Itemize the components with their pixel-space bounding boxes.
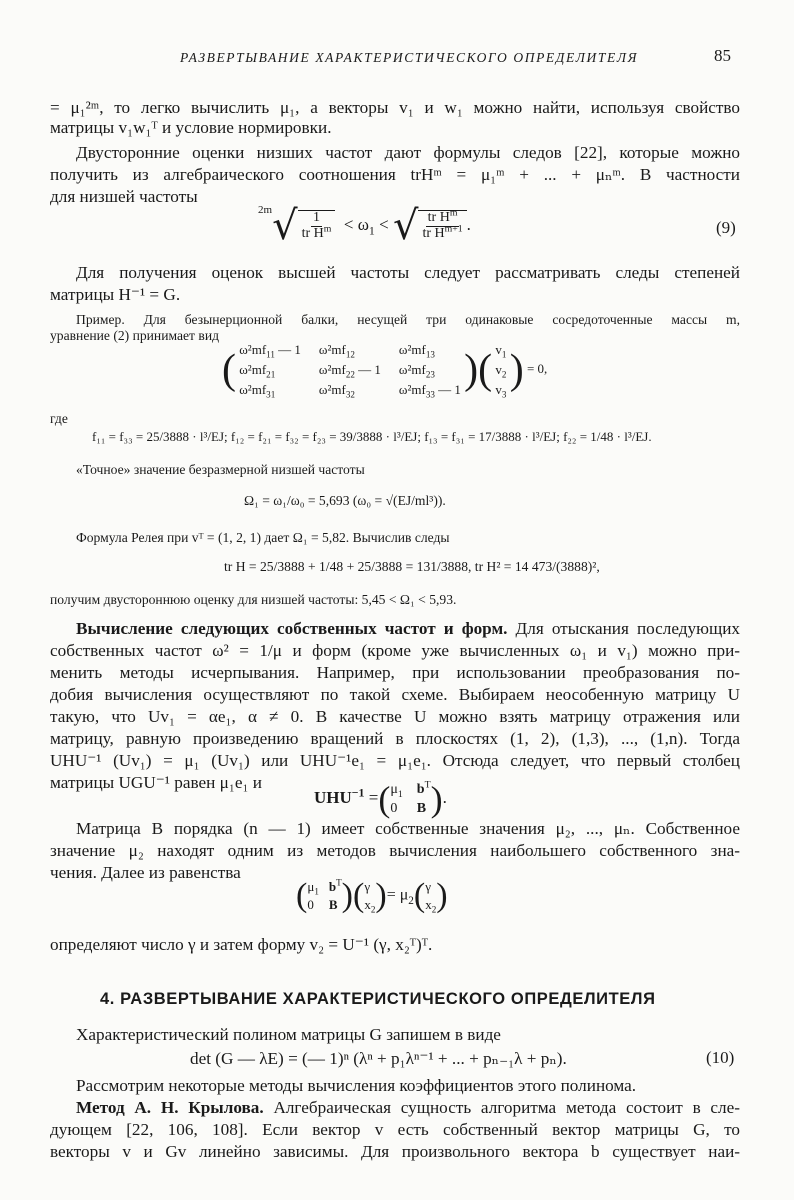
- equation-9: $^{2m}$√ $\frac{1}{tr H^m}$ < $\omega_1$ < √ $\frac{tr H^m}{tr H^{m+1}}$ .: [258, 203, 471, 249]
- text-line: добия вычисления осуществляют по такой схеме. Выбираем неособенную матрицу U: [50, 685, 740, 704]
- text-line: Рассмотрим некоторые методы вычисления коэффициентов этого полинома.: [76, 1076, 637, 1095]
- text-line: матрицы UGU⁻¹ равен μ₁e₁ и: [50, 773, 262, 792]
- eigen-equation: ( $\mu_1$ $b^T$ 0 B )( γ $x_2$ )= $\mu_2$( γ $x_2$ ): [296, 877, 448, 915]
- example-line: уравнение (2) принимает вид: [50, 328, 220, 343]
- example-line: получим двустороннюю оценку для низшей частоты: 5,45 < Ω₁ < 5,93.: [50, 592, 457, 607]
- text-line: Для получения оценок высшей частоты следует рассматривать следы степеней: [76, 263, 740, 282]
- example-line: Пример. Для безынерционной балки, несущей три одинаковые сосредоточенные массы m,: [76, 312, 740, 327]
- text-line: [76, 1097, 740, 1119]
- text-line: матрицу, равную произведению вращений в плоскостях (1, 2), (1,3), ..., (1,n). Тогда: [50, 729, 740, 748]
- text-line: Матрица B порядка (n — 1) имеет собственные значения μ₂, ..., μₙ. Собственное: [76, 819, 740, 838]
- running-header: РАЗВЕРТЫВАНИЕ ХАРАКТЕРИСТИЧЕСКОГО ОПРЕДЕЛИТЕЛЯ: [180, 50, 639, 65]
- text-line: Характеристический полином матрицы G запишем в виде: [76, 1025, 501, 1044]
- section-heading: 4. РАЗВЕРТЫВАНИЕ ХАРАКТЕРИСТИЧЕСКОГО ОПРЕДЕЛИТЕЛЯ: [100, 990, 656, 1008]
- text-line: векторы v и Gv линейно зависимы. Для произвольного вектора b существует наи-: [50, 1142, 740, 1161]
- paragraph-heading: Метод А. Н. Крылова.: [76, 1098, 264, 1117]
- text-line: такую, что Uv₁ = αe₁, α ≠ 0. В качестве U можно взять матрицу отражения или: [50, 707, 740, 726]
- equation-10: det (G — λE) = (— 1)ⁿ (λⁿ + p₁λⁿ⁻¹ + ... + pₙ₋₁λ + pₙ).: [190, 1049, 567, 1068]
- text-span: Алгебраическая сущность алгоритма метода состоит в сле-: [263, 1098, 740, 1117]
- example-line: Формула Релея при vᵀ = (1, 2, 1) дает Ω₁ = 5,82. Вычислив следы: [76, 530, 450, 545]
- text-line: Двусторонние оценки низших частот дают формулы следов [22], которые можно: [76, 143, 740, 162]
- text-line: значение μ₂ находят одним из методов вычисления наибольшего собственного зна-: [50, 841, 740, 860]
- text-line: [76, 618, 740, 640]
- text-line: для низшей частоты: [50, 187, 198, 206]
- equation-number: (10): [706, 1048, 735, 1067]
- where-label: где: [50, 411, 68, 426]
- text-line: дующем [22, 106, 108]. Если вектор v есть собственный вектор матрицы G, то: [50, 1120, 740, 1139]
- page-number: 85: [714, 46, 731, 65]
- text-line: собственных частот ω² = 1/μ и форм (кроме уже вычисленных ω₁ и v₁) можно при-: [50, 641, 740, 660]
- matrix-equation: ( $\omega^2mf_{11}$ — 1 $\omega^2mf_{12}$ $\omega^2mf_{13}$ $\omega^2mf_{21}$ $\omega^2mf_{22}$ — 1 $\omega^2mf_{23}$ $\omega^2mf_{31}$ $\omega^2mf_{32}$ $\omega^2mf_{33}$ — 1 )( $v_1$ $v_2$ $v_3$ ) = 0,: [222, 342, 548, 400]
- example-line: «Точное» значение безразмерной низшей частоты: [76, 462, 365, 477]
- text-line: менить методы исчерпывания. Например, при использовании преобразования по-: [50, 663, 740, 682]
- trace-equation: tr H = 25/3888 + 1/48 + 25/3888 = 131/3888, tr H² = 14 473/(3888)²,: [224, 559, 600, 574]
- paragraph-heading: Вычисление следующих собственных частот и форм.: [76, 619, 508, 638]
- text-line: определяют число γ и затем форму v₂ = U⁻¹ (γ, x₂ᵀ)ᵀ.: [50, 935, 433, 954]
- coefficients-line: f₁₁ = f₃₃ = 25/3888 · l³/EJ; f₁₂ = f₂₁ = f₃₂ = f₂₃ = 39/3888 · l³/EJ; f₁₃ = f₃₁ = 17/3888 · l³/EJ; f₂₂ = 1/48 · l³/EJ.: [92, 429, 652, 444]
- text-span: Для отыскания последующих: [507, 619, 740, 638]
- text-line: матрицы v₁w₁ᵀ и условие нормировки.: [50, 118, 332, 137]
- omega-equation: Ω₁ = ω₁/ω₀ = 5,693 (ω₀ = √(EJ/ml³)).: [244, 493, 446, 508]
- equation-number: (9): [716, 218, 736, 237]
- text-line: чения. Далее из равенства: [50, 863, 241, 882]
- text-line: получить из алгебраического соотношения trHᵐ = μ₁ᵐ + ... + μₙᵐ. В частности: [50, 165, 740, 184]
- text-line: = μ₁²ᵐ, то легко вычислить μ₁, а векторы v₁ и w₁ можно найти, используя свойство: [50, 98, 740, 117]
- text-line: UHU⁻¹ (Uv₁) = μ₁ (Uv₁) или UHU⁻¹e₁ = μ₁e₁. Отсюда следует, что первый столбец: [50, 751, 740, 770]
- block-matrix-equation: $UHU^{-1}$ =( $\mu_1$ $b^T$ 0 B ).: [314, 779, 447, 819]
- text-line: матрицы H⁻¹ = G.: [50, 285, 181, 304]
